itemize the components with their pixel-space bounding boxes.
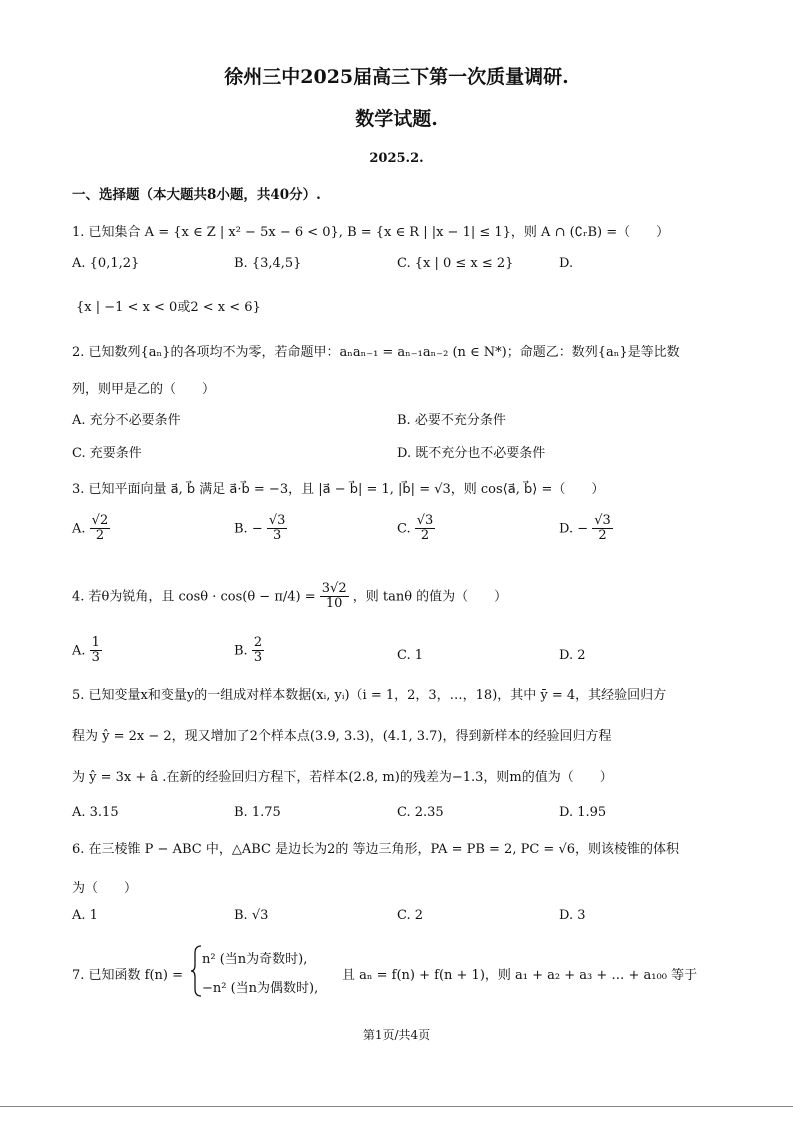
denominator: 10 [325,596,343,612]
question-3-option-b [234,514,287,544]
option-label: C. [397,521,411,537]
question-1-option-d-continued: {x | −1 < x < 0或2 < x < 6} [76,300,261,315]
bottom-divider [0,1106,793,1107]
question-5-line3: 为 ŷ = 3x + â .在新的经验回归方程下，若样本(2.8, m)的残差为−1.3，则m的值为（ ） [72,770,613,785]
numerator: √3 [416,513,434,528]
numerator: 3√2 [321,581,347,596]
question-4-option-c: C. 1 [397,648,424,663]
question-4-option-a [72,636,102,666]
question-7-pre: 7. 已知函数 f(n) = [72,968,184,983]
question-1-option-a: A. {0,1,2} [72,256,140,271]
question-2-stem-line2: 列，则甲是乙的（ ） [72,382,216,397]
question-2-option-c: C. 充要条件 [72,446,142,461]
question-2-option-a: A. 充分不必要条件 [72,413,181,428]
exam-title: 徐州三中2025届高三下第一次质量调研. [224,66,569,88]
section-heading: 一、选择题（本大题共8小题，共40分）. [72,187,321,203]
question-6-option-b: B. √3 [234,908,269,923]
denominator: 2 [95,528,105,544]
question-2-option-d: D. 既不充分也不必要条件 [397,446,546,461]
denominator: 2 [598,528,607,544]
question-4-option-d: D. 2 [559,648,586,663]
question-5-option-c: C. 2.35 [397,805,444,820]
fraction [320,582,349,612]
denominator: 3 [253,650,263,666]
question-5-option-d: D. 1.95 [559,805,607,820]
denominator: 3 [91,650,100,666]
fraction [90,514,111,544]
question-5-line1: 5. 已知变量x和变量y的一组成对样本数据(xᵢ, yᵢ)（i = 1，2，3，…，18)，其中 ȳ = 4，其经验回归方 [72,688,667,703]
denominator: 2 [420,528,430,544]
question-7-case-odd: n² (当n为奇数时), [202,952,308,967]
question-1-option-b: B. {3,4,5} [234,256,302,271]
numerator: √3 [268,513,286,528]
denominator: 3 [273,528,282,544]
question-2-stem-line1: 2. 已知数列{aₙ}的各项均不为零，若命题甲：aₙaₙ₋₁ = aₙ₋₁aₙ₋₂ (n ∈ N*)；命题乙：数列{aₙ}是等比数 [72,345,680,360]
option-label: A. [72,521,86,537]
option-label: D. − [559,521,589,537]
question-6-option-c: C. 2 [397,908,424,923]
option-label: A. [72,643,86,659]
question-3-option-a [72,514,110,544]
question-1-option-c: C. {x | 0 ≤ x ≤ 2} [397,256,514,271]
exam-subtitle: 数学试题. [355,108,438,130]
question-1-stem: 1. 已知集合 A = {x ∈ Z | x² − 5x − 6 < 0}, B = {x ∈ R | |x − 1| ≤ 1}，则 A ∩ (∁ᵣB) =（ ） [72,225,670,240]
numerator: √2 [91,513,109,528]
fraction [415,514,436,544]
question-4-stem [72,582,507,612]
question-6-option-d: D. 3 [559,908,586,923]
question-7-post: 且 aₙ = f(n) + f(n + 1)，则 a₁ + a₂ + a₃ + … + a₁₀₀ 等于 [342,968,698,983]
exam-date: 2025.2. [369,151,424,166]
question-5-option-b: B. 1.75 [234,805,281,820]
question-3-option-d [559,514,613,544]
numerator: √3 [594,513,611,528]
question-7-case-even: −n² (当n为偶数时), [202,981,319,996]
piecewise-brace-icon [190,945,202,997]
fraction [592,514,613,544]
question-1-option-d: D. [559,256,574,271]
question-3-stem: 3. 已知平面向量 a⃗, b⃗ 满足 a⃗·b⃗ = −3，且 |a⃗ − b⃗| = 1, |b⃗| = √3，则 cos⟨a⃗, b⃗⟩ =（ ） [72,482,605,497]
option-label: B. [234,643,248,659]
question-5-line2: 程为 ŷ = 2x − 2，现又增加了2个样本点(3.9, 3.3)，(4.1, 3.7)，得到新样本的经验回归方程 [72,729,612,744]
question-4-option-b [234,636,264,666]
numerator: 1 [91,635,100,650]
numerator: 2 [253,635,263,650]
question-6-option-a: A. 1 [72,908,98,923]
question-2-option-b: B. 必要不充分条件 [397,413,506,428]
question-5-option-a: A. 3.15 [72,805,119,820]
option-label: B. − [234,521,263,537]
fraction [252,636,264,666]
fraction [267,514,288,544]
question-3-option-c [397,514,435,544]
question-4-stem-pre: 4. 若θ为锐角，且 cosθ · cos(θ − π/4) = [72,589,316,605]
question-4-stem-post: ，则 tanθ 的值为（ ） [352,589,508,605]
question-6-line2: 为（ ） [72,881,138,896]
page-number: 第1页/共4页 [362,1028,431,1042]
fraction [90,636,102,666]
question-6-line1: 6. 在三棱锥 P − ABC 中，△ABC 是边长为2的 等边三角形，PA = PB = 2, PC = √6，则该棱锥的体积 [72,842,679,857]
